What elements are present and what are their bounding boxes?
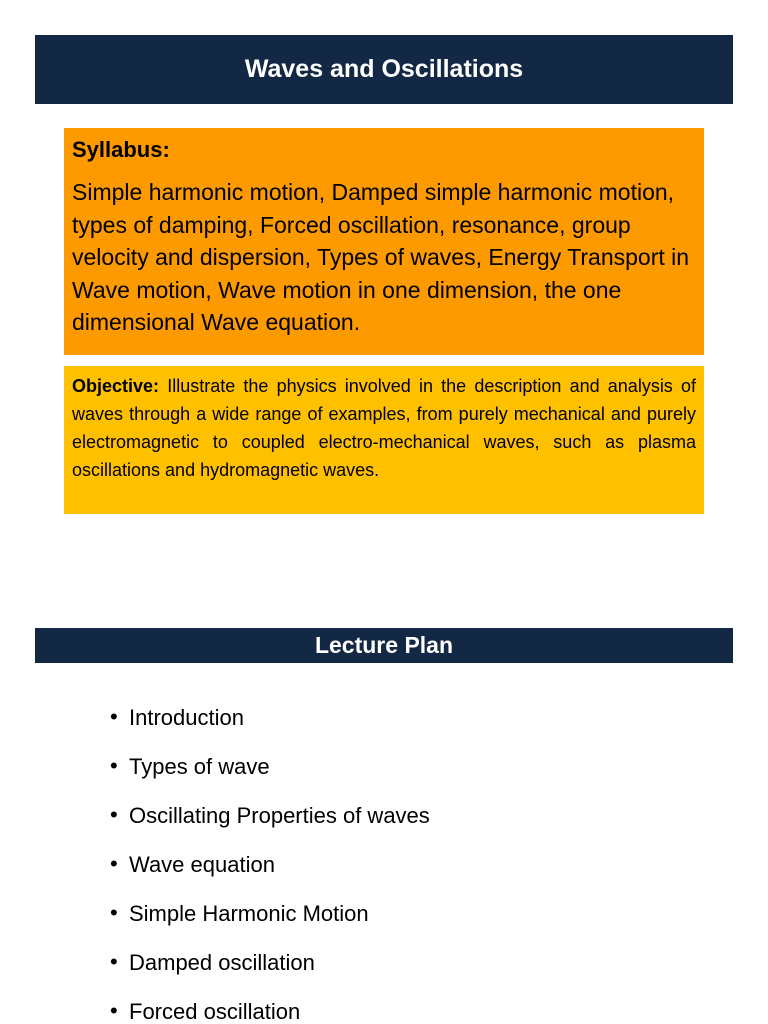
list-item-label: Wave equation — [129, 852, 275, 877]
list-item — [110, 896, 430, 945]
lecture-plan-heading: Lecture Plan — [314, 632, 454, 658]
list-item — [110, 749, 430, 798]
list-item — [110, 945, 430, 994]
list-item — [110, 798, 430, 847]
bullet-icon: • — [110, 704, 118, 729]
lecture-plan-bar — [35, 628, 733, 663]
objective-label: Objective: — [72, 376, 160, 396]
bullet-icon: • — [110, 900, 118, 925]
list-item-label: Forced oscillation — [129, 999, 301, 1024]
syllabus-heading: Syllabus: — [72, 137, 170, 162]
list-item-label: Introduction — [129, 705, 244, 730]
list-item-label: Damped oscillation — [129, 950, 315, 975]
lecture-plan-list — [110, 700, 430, 1024]
list-item — [110, 994, 430, 1024]
syllabus-box — [64, 128, 704, 355]
list-item — [110, 847, 430, 896]
bullet-icon: • — [110, 851, 118, 876]
syllabus-text: Simple harmonic motion, Damped simple harmonic motion, types of damping, Forced oscillation, resonance, group velocity and dispersion, Types of waves, Energy Transport in Wave motion, Wave motion in one dimension, the one dimensional Wave equation. — [72, 179, 690, 335]
list-item — [110, 700, 430, 749]
objective-box — [64, 366, 704, 514]
bullet-icon: • — [110, 998, 118, 1023]
page-title: Waves and Oscillations — [244, 55, 524, 83]
objective-text: Illustrate the physics involved in the description and analysis of waves through a wide range of examples, from purely mechanical and purely electromagnetic to coupled electro-mechanical waves, such as plasma oscillations and hydromagnetic waves. — [72, 376, 696, 480]
list-item-label: Simple Harmonic Motion — [129, 901, 369, 926]
bullet-icon: • — [110, 753, 118, 778]
list-item-label: Oscillating Properties of waves — [129, 803, 430, 828]
bullet-icon: • — [110, 802, 118, 827]
bullet-icon: • — [110, 949, 118, 974]
page-title-bar — [35, 35, 733, 104]
list-item-label: Types of wave — [129, 754, 270, 779]
